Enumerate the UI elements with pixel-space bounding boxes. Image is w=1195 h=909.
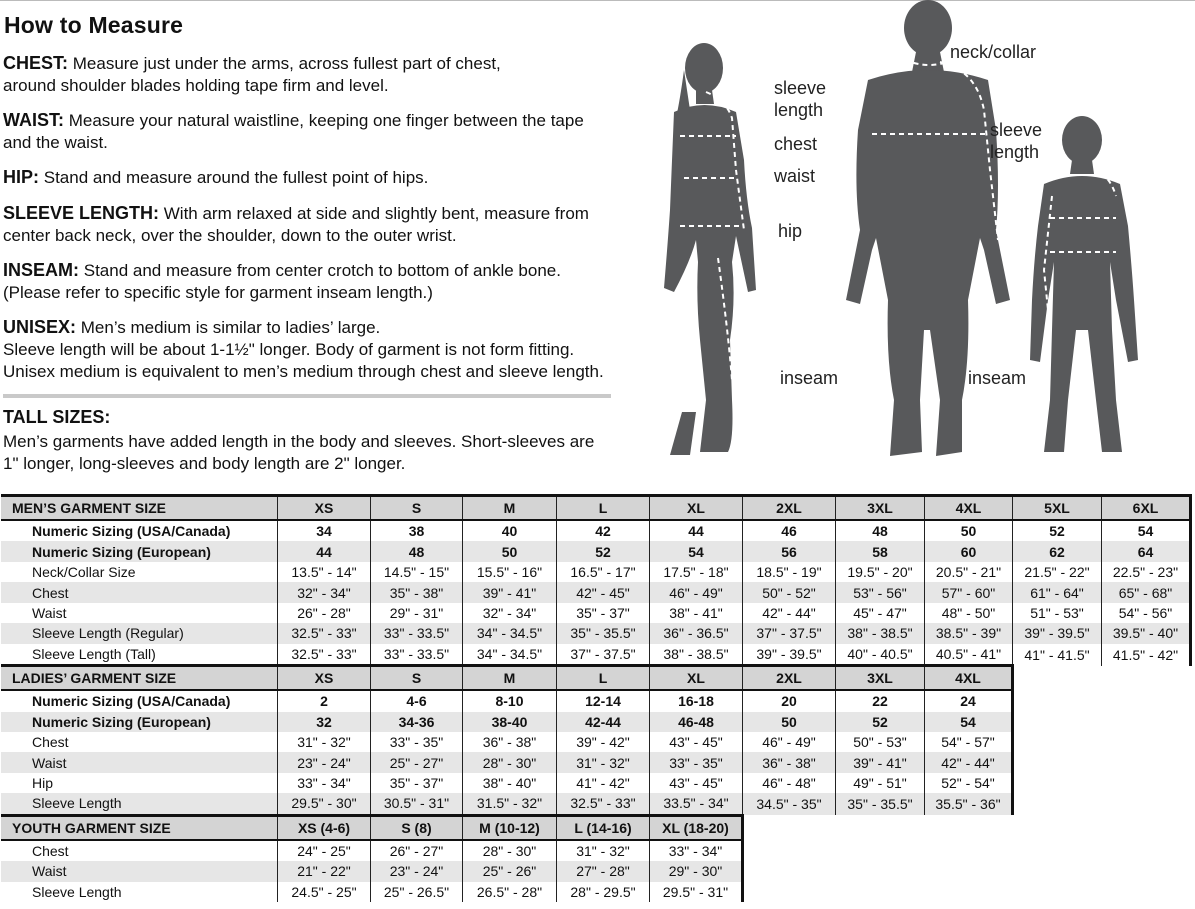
size-value-cell: 34" - 34.5" (463, 623, 557, 643)
size-value-cell: 48" - 50" (925, 603, 1013, 623)
size-value-cell: 46-48 (650, 712, 743, 732)
ladies-table-row (1, 752, 1191, 772)
size-value-cell: 35" - 38" (371, 582, 463, 602)
woman-figure (664, 43, 756, 455)
size-value-cell: 26" - 27" (371, 840, 463, 861)
size-value-cell: 31" - 32" (557, 840, 650, 861)
size-value-cell: 37" - 37.5" (743, 623, 836, 643)
size-value-cell: 54" - 56" (1102, 603, 1191, 623)
ladies-size-header: L (557, 666, 650, 691)
size-value-cell: 48 (371, 541, 463, 561)
size-value-cell: 51" - 53" (1013, 603, 1102, 623)
size-value-cell: 39" - 39.5" (743, 644, 836, 666)
mens-size-header: XL (650, 496, 743, 521)
empty-cell (1102, 840, 1191, 861)
youth-size-header: XS (4-6) (278, 815, 371, 840)
empty-cell (743, 840, 836, 861)
empty-cell (1102, 793, 1191, 815)
size-value-cell: 54 (1102, 520, 1191, 541)
size-value-cell: 34-36 (371, 712, 463, 732)
size-value-cell: 33" - 33.5" (371, 644, 463, 666)
size-value-cell: 24.5" - 25" (278, 882, 371, 902)
row-label: Numeric Sizing (USA/Canada) (32, 693, 231, 710)
row-label: Numeric Sizing (USA/Canada) (32, 523, 231, 540)
size-value-cell: 46 (743, 520, 836, 541)
size-value-cell: 18.5" - 19" (743, 562, 836, 582)
mens-size-header: S (371, 496, 463, 521)
size-value-cell: 35.5" - 36" (925, 793, 1013, 815)
size-value-cell: 54 (650, 541, 743, 561)
size-value-cell: 34 (278, 520, 371, 541)
size-value-cell: 35" - 35.5" (836, 793, 925, 815)
inseam-instructions: INSEAM: Stand and measure from center crotch to bottom of ankle bone. (Please refer to specific style for garment inseam length.) (3, 260, 561, 302)
size-value-cell: 28" - 30" (463, 752, 557, 772)
mens-table-row (1, 623, 1191, 643)
row-label: Waist (32, 604, 67, 621)
empty-cell (836, 861, 925, 881)
size-value-cell: 25" - 26" (463, 861, 557, 881)
size-value-cell: 35" - 37" (557, 603, 650, 623)
size-value-cell: 38" - 38.5" (836, 623, 925, 643)
empty-cell (1102, 666, 1191, 691)
size-value-cell: 50 (925, 520, 1013, 541)
size-value-cell: 50" - 52" (743, 582, 836, 602)
size-value-cell: 21" - 22" (278, 861, 371, 881)
size-value-cell: 43" - 45" (650, 732, 743, 752)
row-label: Chest (32, 734, 69, 751)
size-value-cell: 36" - 38" (743, 752, 836, 772)
mens-table-row (1, 520, 1191, 541)
size-value-cell: 50" - 53" (836, 732, 925, 752)
size-value-cell: 41" - 41.5" (1013, 644, 1102, 666)
label-sleeve-man-2: length (990, 142, 1040, 162)
size-value-cell: 35" - 35.5" (557, 623, 650, 643)
empty-cell (743, 882, 836, 902)
size-value-cell: 31.5" - 32" (463, 793, 557, 815)
youth-header-row (1, 815, 1191, 840)
empty-cell (1102, 815, 1191, 840)
size-value-cell: 4-6 (371, 690, 463, 711)
empty-cell (1102, 690, 1191, 711)
empty-cell (743, 861, 836, 881)
size-value-cell: 29" - 30" (650, 861, 743, 881)
size-value-cell: 54" - 57" (925, 732, 1013, 752)
size-value-cell: 16-18 (650, 690, 743, 711)
size-value-cell: 31" - 32" (278, 732, 371, 752)
size-value-cell: 49" - 51" (836, 773, 925, 793)
size-value-cell: 42" - 45" (557, 582, 650, 602)
size-value-cell: 42" - 44" (925, 752, 1013, 772)
child-figure (1030, 116, 1138, 452)
size-value-cell: 33" - 35" (650, 752, 743, 772)
mens-table-row (1, 541, 1191, 561)
size-value-cell: 38 (371, 520, 463, 541)
size-value-cell: 23" - 24" (278, 752, 371, 772)
row-label: Waist (1, 752, 278, 772)
size-value-cell: 60 (925, 541, 1013, 561)
body-measurement-figures (640, 0, 1195, 475)
youth-table-row (1, 861, 1191, 881)
ladies-table-row (1, 773, 1191, 793)
empty-cell (836, 882, 925, 902)
label-hip: hip (778, 221, 803, 241)
ladies-table-row (1, 793, 1191, 815)
empty-cell (925, 882, 1013, 902)
tall-sizes-text: Men’s garments have added length in the body and sleeves. Short-sleeves are 1" longer, long-sleeves and body length are 2" longer. (3, 432, 595, 473)
size-value-cell: 20.5" - 21" (925, 562, 1013, 582)
size-value-cell: 36" - 36.5" (650, 623, 743, 643)
empty-cell (1013, 666, 1102, 691)
size-value-cell: 61" - 64" (1013, 582, 1102, 602)
label-sleeve-man-1: sleeve (990, 120, 1043, 140)
size-value-cell: 12-14 (557, 690, 650, 711)
mens-size-header: L (557, 496, 650, 521)
size-value-cell: 46" - 49" (650, 582, 743, 602)
ladies-table-row (1, 690, 1191, 711)
size-value-cell: 52" - 54" (925, 773, 1013, 793)
size-value-cell: 33.5" - 34" (650, 793, 743, 815)
size-value-cell: 33" - 34" (278, 773, 371, 793)
size-value-cell: 36" - 38" (463, 732, 557, 752)
row-label: Sleeve Length (1, 793, 278, 815)
youth-size-header: XL (18-20) (650, 815, 743, 840)
ladies-header-label: LADIES’ GARMENT SIZE (1, 666, 278, 691)
section-divider (3, 394, 611, 398)
empty-cell (1013, 712, 1102, 732)
empty-cell (1013, 882, 1102, 902)
size-value-cell: 29" - 31" (371, 603, 463, 623)
size-chart-table (1, 494, 1192, 902)
mens-size-header: M (463, 496, 557, 521)
mens-size-header: 5XL (1013, 496, 1102, 521)
row-label: Sleeve Length (32, 883, 122, 900)
size-value-cell: 24 (925, 690, 1013, 711)
size-value-cell: 39" - 41" (836, 752, 925, 772)
size-value-cell: 33" - 35" (371, 732, 463, 752)
youth-header-label: YOUTH GARMENT SIZE (1, 815, 278, 840)
youth-size-header: L (14-16) (557, 815, 650, 840)
size-value-cell: 56 (743, 541, 836, 561)
size-value-cell: 38-40 (463, 712, 557, 732)
size-value-cell: 39" - 41" (463, 582, 557, 602)
size-value-cell: 22.5" - 23" (1102, 562, 1191, 582)
size-value-cell: 39.5" - 40" (1102, 623, 1191, 643)
size-value-cell: 19.5" - 20" (836, 562, 925, 582)
size-value-cell: 29.5" - 31" (650, 882, 743, 902)
size-value-cell: 58 (836, 541, 925, 561)
unisex-instructions: UNISEX: Men’s medium is similar to ladies’ large. Sleeve length will be about 1-1½" longer. Body of garment is not form fitting. Unisex medium is equivalent to men’s medium through chest and sleeve length. (3, 317, 604, 381)
size-value-cell: 17.5" - 18" (650, 562, 743, 582)
size-value-cell: 33" - 33.5" (371, 623, 463, 643)
ladies-size-header: 2XL (743, 666, 836, 691)
row-label: Numeric Sizing (European) (1, 541, 278, 561)
youth-size-header: M (10-12) (463, 815, 557, 840)
size-value-cell: 41.5" - 42" (1102, 644, 1191, 666)
row-label: Numeric Sizing (European) (1, 712, 278, 732)
size-value-cell: 62 (1013, 541, 1102, 561)
size-value-cell: 41" - 42" (557, 773, 650, 793)
youth-table-row (1, 840, 1191, 861)
size-value-cell: 23" - 24" (371, 861, 463, 881)
size-value-cell: 14.5" - 15" (371, 562, 463, 582)
label-sleeve-woman-1: sleeve (774, 78, 827, 98)
page-title: How to Measure (4, 12, 184, 38)
size-value-cell: 39" - 42" (557, 732, 650, 752)
size-value-cell: 28" - 29.5" (557, 882, 650, 902)
size-value-cell: 40.5" - 41" (925, 644, 1013, 666)
ladies-table-row (1, 732, 1191, 752)
ladies-size-header: M (463, 666, 557, 691)
ladies-size-header: XL (650, 666, 743, 691)
empty-cell (1013, 752, 1102, 772)
size-value-cell: 29.5" - 30" (278, 793, 371, 815)
size-value-cell: 35" - 37" (371, 773, 463, 793)
size-value-cell: 37" - 37.5" (557, 644, 650, 666)
empty-cell (1102, 712, 1191, 732)
mens-header-row (1, 496, 1191, 521)
mens-header-label: MEN’S GARMENT SIZE (1, 496, 278, 521)
empty-cell (1013, 690, 1102, 711)
ladies-size-header: 3XL (836, 666, 925, 691)
size-value-cell: 50 (743, 712, 836, 732)
mens-table-row (1, 562, 1191, 582)
empty-cell (1013, 815, 1102, 840)
sleeve-length-instructions: SLEEVE LENGTH: With arm relaxed at side and slightly bent, measure from center back neck, over the shoulder, down to the outer wrist. (3, 203, 589, 245)
empty-cell (1013, 840, 1102, 861)
size-value-cell: 45" - 47" (836, 603, 925, 623)
empty-cell (1013, 732, 1102, 752)
mens-size-header: 4XL (925, 496, 1013, 521)
size-value-cell: 42" - 44" (743, 603, 836, 623)
size-value-cell: 25" - 26.5" (371, 882, 463, 902)
mens-table-row (1, 644, 1191, 666)
size-value-cell: 48 (836, 520, 925, 541)
empty-cell (1013, 773, 1102, 793)
size-value-cell: 65" - 68" (1102, 582, 1191, 602)
size-value-cell: 34" - 34.5" (463, 644, 557, 666)
size-value-cell: 42 (557, 520, 650, 541)
size-value-cell: 28" - 30" (463, 840, 557, 861)
row-label: Neck/Collar Size (32, 564, 136, 581)
label-sleeve-woman-2: length (774, 100, 824, 120)
empty-cell (1013, 861, 1102, 881)
size-value-cell: 42-44 (557, 712, 650, 732)
size-value-cell: 54 (925, 712, 1013, 732)
size-value-cell: 8-10 (463, 690, 557, 711)
mens-size-header: 3XL (836, 496, 925, 521)
ladies-header-row (1, 666, 1191, 691)
size-value-cell: 30.5" - 31" (371, 793, 463, 815)
size-value-cell: 2 (278, 690, 371, 711)
row-label: Sleeve Length (Tall) (32, 645, 156, 662)
mens-size-header: XS (278, 496, 371, 521)
empty-cell (836, 815, 925, 840)
row-label: Waist (1, 861, 278, 881)
empty-cell (1102, 752, 1191, 772)
empty-cell (1102, 861, 1191, 881)
label-inseam-man: inseam (968, 368, 1027, 388)
size-value-cell: 32" - 34" (463, 603, 557, 623)
mens-size-header: 6XL (1102, 496, 1191, 521)
size-value-cell: 46" - 48" (743, 773, 836, 793)
size-value-cell: 43" - 45" (650, 773, 743, 793)
label-neck-collar: neck/collar (950, 42, 1037, 62)
size-value-cell: 21.5" - 22" (1013, 562, 1102, 582)
mens-table-row (1, 582, 1191, 602)
mens-size-header: 2XL (743, 496, 836, 521)
size-value-cell: 25" - 27" (371, 752, 463, 772)
row-label: Chest (1, 582, 278, 602)
size-value-cell: 32" - 34" (278, 582, 371, 602)
size-value-cell: 15.5" - 16" (463, 562, 557, 582)
empty-cell (1013, 793, 1102, 815)
empty-cell (743, 815, 836, 840)
size-value-cell: 38" - 38.5" (650, 644, 743, 666)
youth-table-row (1, 882, 1191, 902)
size-value-cell: 34.5" - 35" (743, 793, 836, 815)
size-value-cell: 52 (1013, 520, 1102, 541)
size-value-cell: 50 (463, 541, 557, 561)
size-value-cell: 39" - 39.5" (1013, 623, 1102, 643)
size-value-cell: 32.5" - 33" (278, 623, 371, 643)
size-value-cell: 38" - 41" (650, 603, 743, 623)
row-label: Chest (32, 842, 69, 859)
row-label: Hip (32, 775, 54, 792)
ladies-size-header: 4XL (925, 666, 1013, 691)
hip-instructions: HIP: Stand and measure around the fullest point of hips. (3, 167, 429, 187)
size-value-cell: 44 (650, 520, 743, 541)
empty-cell (836, 840, 925, 861)
size-value-cell: 20 (743, 690, 836, 711)
empty-cell (925, 861, 1013, 881)
ladies-table-row (1, 712, 1191, 732)
empty-cell (925, 840, 1013, 861)
size-value-cell: 22 (836, 690, 925, 711)
waist-instructions: WAIST: Measure your natural waistline, keeping one finger between the tape and the waist. (3, 110, 584, 152)
size-value-cell: 31" - 32" (557, 752, 650, 772)
empty-cell (1102, 732, 1191, 752)
size-value-cell: 52 (836, 712, 925, 732)
label-inseam-woman: inseam (780, 368, 839, 388)
size-value-cell: 44 (278, 541, 371, 561)
mens-table-row (1, 603, 1191, 623)
size-value-cell: 13.5" - 14" (278, 562, 371, 582)
label-waist: waist (774, 166, 816, 186)
empty-cell (1102, 773, 1191, 793)
empty-cell (925, 815, 1013, 840)
size-value-cell: 53" - 56" (836, 582, 925, 602)
ladies-size-header: XS (278, 666, 371, 691)
size-value-cell: 64 (1102, 541, 1191, 561)
label-chest: chest (774, 134, 818, 154)
size-value-cell: 32 (278, 712, 371, 732)
size-value-cell: 38.5" - 39" (925, 623, 1013, 643)
ladies-size-header: S (371, 666, 463, 691)
size-value-cell: 26.5" - 28" (463, 882, 557, 902)
size-value-cell: 24" - 25" (278, 840, 371, 861)
chest-instructions: CHEST: Measure just under the arms, across fullest part of chest, around shoulder blades holding tape firm and level. (3, 53, 501, 95)
tall-sizes-heading: TALL SIZES: (3, 407, 111, 427)
size-value-cell: 16.5" - 17" (557, 562, 650, 582)
empty-cell (1102, 882, 1191, 902)
row-label: Sleeve Length (Regular) (1, 623, 278, 643)
size-value-cell: 38" - 40" (463, 773, 557, 793)
size-value-cell: 32.5" - 33" (278, 644, 371, 666)
size-value-cell: 52 (557, 541, 650, 561)
size-value-cell: 40" - 40.5" (836, 644, 925, 666)
youth-size-header: S (8) (371, 815, 463, 840)
size-value-cell: 57" - 60" (925, 582, 1013, 602)
size-value-cell: 33" - 34" (650, 840, 743, 861)
size-value-cell: 46" - 49" (743, 732, 836, 752)
size-value-cell: 40 (463, 520, 557, 541)
size-value-cell: 32.5" - 33" (557, 793, 650, 815)
size-value-cell: 27" - 28" (557, 861, 650, 881)
size-value-cell: 26" - 28" (278, 603, 371, 623)
